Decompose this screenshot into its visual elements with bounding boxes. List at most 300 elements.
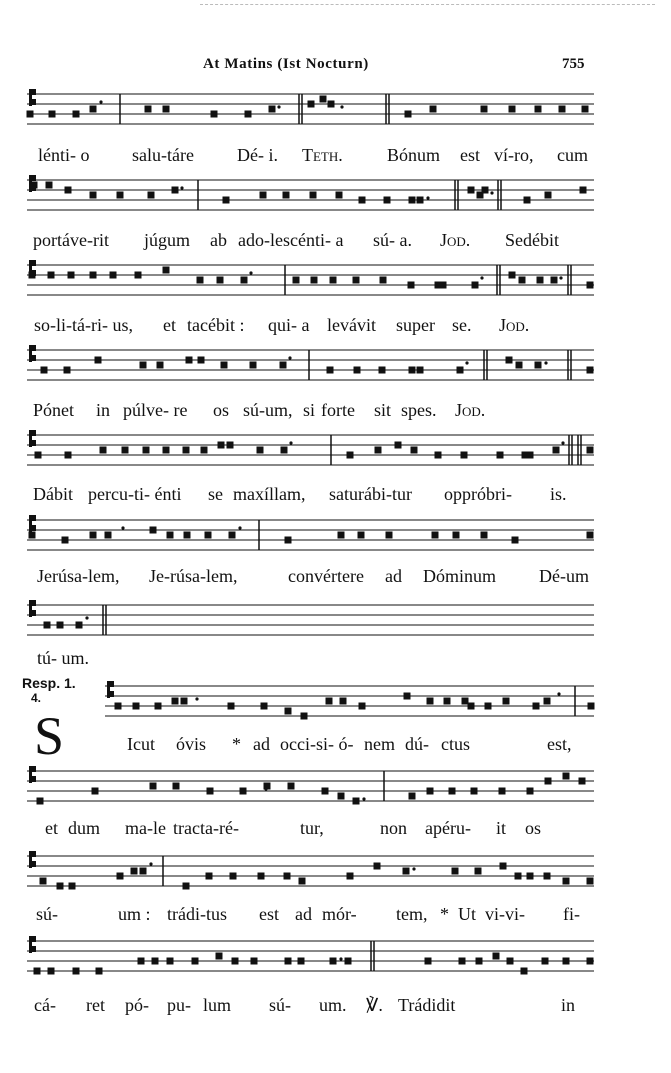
- c-clef: [29, 600, 32, 617]
- syllable: forte: [321, 400, 355, 420]
- neume: [476, 958, 483, 965]
- neume: [284, 873, 291, 880]
- neume: [345, 958, 352, 965]
- neume: [201, 447, 208, 454]
- syllable: spes.: [401, 400, 437, 420]
- lyric-line-4: [0, 400, 671, 424]
- neume: [245, 111, 252, 118]
- neume: [186, 357, 193, 364]
- neume: [155, 703, 162, 710]
- c-clef: [107, 681, 110, 698]
- syllable: nem: [364, 734, 395, 754]
- neume: [430, 106, 437, 113]
- lyric-line-7: [0, 648, 671, 672]
- neume: [485, 703, 492, 710]
- neume: [64, 367, 71, 374]
- neume: [288, 783, 295, 790]
- neume: [230, 873, 237, 880]
- syllable: fi-: [563, 904, 580, 924]
- mora-dot: [85, 616, 88, 619]
- mora-dot: [277, 105, 280, 108]
- syllable: ret: [86, 995, 105, 1015]
- syllable: Jerúsa-lem,: [37, 566, 120, 586]
- syllable: tú- um.: [37, 648, 89, 668]
- syllable: se.: [452, 315, 472, 335]
- syllable: ad: [295, 904, 312, 924]
- neume: [117, 873, 124, 880]
- top-rule: [200, 4, 655, 5]
- syllable: Dóminum: [423, 566, 497, 586]
- syllable: os: [525, 818, 542, 838]
- neume: [227, 442, 234, 449]
- neume: [133, 703, 140, 710]
- neume: [205, 532, 212, 539]
- neume: [374, 863, 381, 870]
- neume: [260, 192, 267, 199]
- neume: [163, 267, 170, 274]
- neume: [327, 367, 334, 374]
- syllable: mór-: [322, 904, 357, 924]
- staff-5: [0, 427, 671, 477]
- c-clef-upper: [32, 89, 36, 95]
- syllable: saturábi-tur: [329, 484, 412, 504]
- neume: [31, 182, 38, 189]
- neume: [347, 452, 354, 459]
- c-clef: [29, 89, 32, 106]
- neume: [163, 106, 170, 113]
- mora-dot: [339, 957, 342, 960]
- syllable: trádi-tus: [167, 904, 227, 924]
- neume: [140, 868, 147, 875]
- c-clef-upper: [32, 851, 36, 857]
- mora-dot: [288, 356, 291, 359]
- neume: [384, 197, 391, 204]
- neume: [493, 953, 500, 960]
- neume: [409, 367, 416, 374]
- drop-cap-initial: S: [34, 706, 65, 766]
- neume: [427, 698, 434, 705]
- c-clef-lower: [32, 946, 36, 952]
- neume: [232, 958, 239, 965]
- neume: [310, 192, 317, 199]
- neume: [425, 958, 432, 965]
- mora-dot: [99, 100, 102, 103]
- c-clef: [29, 766, 32, 783]
- syllable: oppróbri-: [444, 484, 512, 504]
- neume: [545, 778, 552, 785]
- neume: [409, 197, 416, 204]
- neume: [524, 197, 531, 204]
- neume: [90, 532, 97, 539]
- syllable: Teth.: [302, 145, 343, 165]
- staff-2: [0, 172, 671, 222]
- neume: [41, 367, 48, 374]
- neume: [293, 277, 300, 284]
- neume: [506, 357, 513, 364]
- neume: [117, 192, 124, 199]
- neume: [358, 532, 365, 539]
- neume: [228, 703, 235, 710]
- neume: [359, 197, 366, 204]
- syllable: ad: [253, 734, 270, 754]
- neume: [308, 101, 315, 108]
- neume: [110, 272, 117, 279]
- neume: [354, 367, 361, 374]
- neume: [90, 192, 97, 199]
- neume: [395, 442, 402, 449]
- c-clef: [29, 936, 32, 953]
- c-clef-upper: [32, 260, 36, 266]
- neume: [544, 698, 551, 705]
- neume: [427, 788, 434, 795]
- neume: [411, 447, 418, 454]
- neume: [453, 532, 460, 539]
- neume: [582, 106, 589, 113]
- neume: [472, 282, 479, 289]
- syllable: *: [440, 904, 449, 924]
- c-clef: [29, 515, 32, 532]
- neume: [48, 968, 55, 975]
- neume: [122, 447, 129, 454]
- neume: [35, 452, 42, 459]
- neume: [281, 447, 288, 454]
- neume: [359, 703, 366, 710]
- syllable: um.: [319, 995, 347, 1015]
- staff-10: [0, 848, 671, 898]
- neume: [229, 532, 236, 539]
- staff-6: [0, 512, 671, 562]
- syllable: occi-si- ó-: [280, 734, 354, 754]
- neume: [403, 868, 410, 875]
- neume: [462, 698, 469, 705]
- neume: [250, 362, 257, 369]
- neume: [537, 277, 544, 284]
- neume: [535, 106, 542, 113]
- neume: [299, 878, 306, 885]
- syllable: et: [45, 818, 58, 838]
- neume: [535, 362, 542, 369]
- neume: [241, 277, 248, 284]
- lyric-line-10: [0, 904, 671, 928]
- neume: [551, 277, 558, 284]
- neume: [481, 106, 488, 113]
- mora-dot: [426, 196, 429, 199]
- syllable: *: [232, 734, 241, 754]
- neume: [57, 883, 64, 890]
- neume: [320, 96, 327, 103]
- mora-dot: [465, 361, 468, 364]
- neume: [211, 111, 218, 118]
- neume: [587, 878, 594, 885]
- neume: [206, 873, 213, 880]
- syllable: pu-: [167, 995, 191, 1015]
- c-clef-upper: [32, 766, 36, 772]
- syllable: ma-le: [125, 818, 166, 838]
- neume: [379, 367, 386, 374]
- mora-dot: [149, 862, 152, 865]
- c-clef-upper: [32, 936, 36, 942]
- neume: [509, 106, 516, 113]
- mora-dot: [121, 526, 124, 529]
- neume: [217, 277, 224, 284]
- neume: [73, 111, 80, 118]
- neume: [457, 367, 464, 374]
- mora-dot: [238, 526, 241, 529]
- neume: [449, 788, 456, 795]
- syllable: levávit: [327, 315, 376, 335]
- syllable: pó-: [125, 995, 149, 1015]
- neume: [353, 277, 360, 284]
- c-clef-lower: [32, 610, 36, 616]
- neume: [408, 282, 415, 289]
- syllable: vi-vi-: [485, 904, 525, 924]
- neume: [507, 958, 514, 965]
- syllable: convértere: [288, 566, 364, 586]
- neume: [468, 703, 475, 710]
- neume: [527, 788, 534, 795]
- neume: [497, 452, 504, 459]
- mora-dot: [480, 276, 483, 279]
- syllable: ad: [385, 566, 402, 586]
- syllable: Pónet: [33, 400, 75, 420]
- neume: [150, 783, 157, 790]
- mora-dot: [264, 787, 267, 790]
- syllable: Jod.: [499, 315, 530, 335]
- neume: [48, 272, 55, 279]
- mora-dot: [557, 692, 560, 695]
- syllable: Dé- i.: [237, 145, 278, 165]
- syllable: púlve- re: [123, 400, 188, 420]
- neume: [221, 362, 228, 369]
- mora-dot: [561, 441, 564, 444]
- c-clef: [29, 430, 32, 447]
- neume: [62, 537, 69, 544]
- neume: [527, 452, 534, 459]
- c-clef-lower: [32, 861, 36, 867]
- neume: [311, 277, 318, 284]
- staff-11: [0, 933, 671, 983]
- syllable: so-li-tá-ri- us,: [34, 315, 133, 335]
- syllable: se: [208, 484, 223, 504]
- syllable: tem,: [396, 904, 428, 924]
- neume: [105, 532, 112, 539]
- c-clef-upper: [110, 681, 114, 687]
- syllable: salu-táre: [132, 145, 194, 165]
- neume: [96, 968, 103, 975]
- neume: [27, 111, 34, 118]
- neume: [143, 447, 150, 454]
- syllable: júgum: [144, 230, 191, 250]
- neume: [46, 182, 53, 189]
- staff-4: [0, 342, 671, 392]
- syllable: tur,: [300, 818, 324, 838]
- neume: [285, 708, 292, 715]
- neume: [475, 868, 482, 875]
- c-clef-lower: [110, 691, 114, 697]
- neume: [512, 537, 519, 544]
- neume: [44, 622, 51, 629]
- neume: [328, 101, 335, 108]
- c-clef-upper: [32, 515, 36, 521]
- lyric-line-6: [0, 566, 671, 590]
- neume: [482, 187, 489, 194]
- neume: [461, 452, 468, 459]
- staff-3: [0, 257, 671, 307]
- c-clef: [29, 851, 32, 868]
- syllable: óvis: [176, 734, 207, 754]
- neume: [559, 106, 566, 113]
- page-number: 755: [562, 56, 585, 72]
- neume: [338, 793, 345, 800]
- lyric-line-11: [0, 995, 671, 1019]
- syllable: dú-: [405, 734, 429, 754]
- syllable: Sedébit: [505, 230, 559, 250]
- neume: [440, 282, 447, 289]
- neume: [322, 788, 329, 795]
- neume: [500, 863, 507, 870]
- syllable: sú-: [36, 904, 58, 924]
- neume: [65, 452, 72, 459]
- neume: [587, 367, 594, 374]
- c-clef-upper: [32, 175, 36, 181]
- neume: [545, 192, 552, 199]
- neume: [223, 197, 230, 204]
- neume: [145, 106, 152, 113]
- syllable: super: [396, 315, 435, 335]
- neume: [587, 447, 594, 454]
- neume: [100, 447, 107, 454]
- lyric-line-1: [0, 145, 671, 169]
- neume: [468, 187, 475, 194]
- neume: [258, 873, 265, 880]
- syllable: in: [96, 400, 111, 420]
- neume: [167, 958, 174, 965]
- syllable: os: [213, 400, 230, 420]
- neume: [68, 272, 75, 279]
- syllable: tacébit :: [187, 315, 245, 335]
- syllable: Ut: [458, 904, 476, 924]
- neume: [92, 788, 99, 795]
- neume: [301, 713, 308, 720]
- neume: [409, 793, 416, 800]
- syllable: sú-um,: [243, 400, 293, 420]
- neume: [444, 698, 451, 705]
- staff-1: [0, 86, 671, 136]
- syllable: non: [380, 818, 407, 838]
- neume: [69, 883, 76, 890]
- syllable: Trádidit: [398, 995, 456, 1015]
- neume: [90, 106, 97, 113]
- neume: [172, 698, 179, 705]
- syllable: dum: [68, 818, 101, 838]
- neume: [269, 106, 276, 113]
- c-clef-lower: [32, 440, 36, 446]
- neume: [519, 277, 526, 284]
- syllable: est: [460, 145, 480, 165]
- neume: [157, 362, 164, 369]
- neume: [503, 698, 510, 705]
- neume: [152, 958, 159, 965]
- neume: [471, 788, 478, 795]
- syllable: est,: [547, 734, 572, 754]
- neume: [563, 878, 570, 885]
- lyric-line-9: [0, 818, 671, 842]
- neume: [37, 798, 44, 805]
- neume: [432, 532, 439, 539]
- c-clef-upper: [32, 345, 36, 351]
- neume: [148, 192, 155, 199]
- neume: [580, 187, 587, 194]
- neume: [73, 968, 80, 975]
- syllable: cá-: [34, 995, 56, 1015]
- neume: [405, 111, 412, 118]
- syllable: maxíllam,: [233, 484, 306, 504]
- syllable: apéru-: [425, 818, 471, 838]
- neume: [167, 532, 174, 539]
- syllable: portáve-rit: [33, 230, 109, 250]
- neume: [207, 788, 214, 795]
- neume: [135, 272, 142, 279]
- neume: [57, 622, 64, 629]
- neume: [172, 187, 179, 194]
- neume: [544, 873, 551, 880]
- neume: [65, 187, 72, 194]
- c-clef-lower: [32, 776, 36, 782]
- neume: [587, 958, 594, 965]
- mode-number: 4.: [31, 691, 42, 705]
- neume: [218, 442, 225, 449]
- c-clef-lower: [32, 525, 36, 531]
- neume: [509, 272, 516, 279]
- neume: [283, 192, 290, 199]
- neume: [95, 357, 102, 364]
- neume: [280, 362, 287, 369]
- neume: [516, 362, 523, 369]
- syllable: it: [496, 818, 507, 838]
- syllable: percu-ti- énti: [88, 484, 182, 504]
- neume: [240, 788, 247, 795]
- neume: [499, 788, 506, 795]
- syllable: Dábit: [33, 484, 73, 504]
- neume: [181, 698, 188, 705]
- neume: [336, 192, 343, 199]
- staff-8: [0, 678, 671, 728]
- neume: [347, 873, 354, 880]
- neume: [261, 703, 268, 710]
- neume: [251, 958, 258, 965]
- neume: [353, 798, 360, 805]
- neume: [257, 447, 264, 454]
- neume: [29, 272, 36, 279]
- neume: [150, 527, 157, 534]
- respond-label: Resp. 1.: [22, 675, 76, 691]
- neume: [184, 532, 191, 539]
- syllable: Bónum: [387, 145, 441, 165]
- syllable: sit: [374, 400, 392, 420]
- neume: [115, 703, 122, 710]
- neume: [140, 362, 147, 369]
- neume: [588, 703, 595, 710]
- syllable: lum: [203, 995, 232, 1015]
- neume: [587, 532, 594, 539]
- lyric-line-8: [0, 734, 671, 758]
- syllable: sú- a.: [373, 230, 412, 250]
- neume: [298, 958, 305, 965]
- syllable: si: [303, 400, 316, 420]
- syllable: Je-rúsa-lem,: [149, 566, 238, 586]
- neume: [563, 773, 570, 780]
- neume: [515, 873, 522, 880]
